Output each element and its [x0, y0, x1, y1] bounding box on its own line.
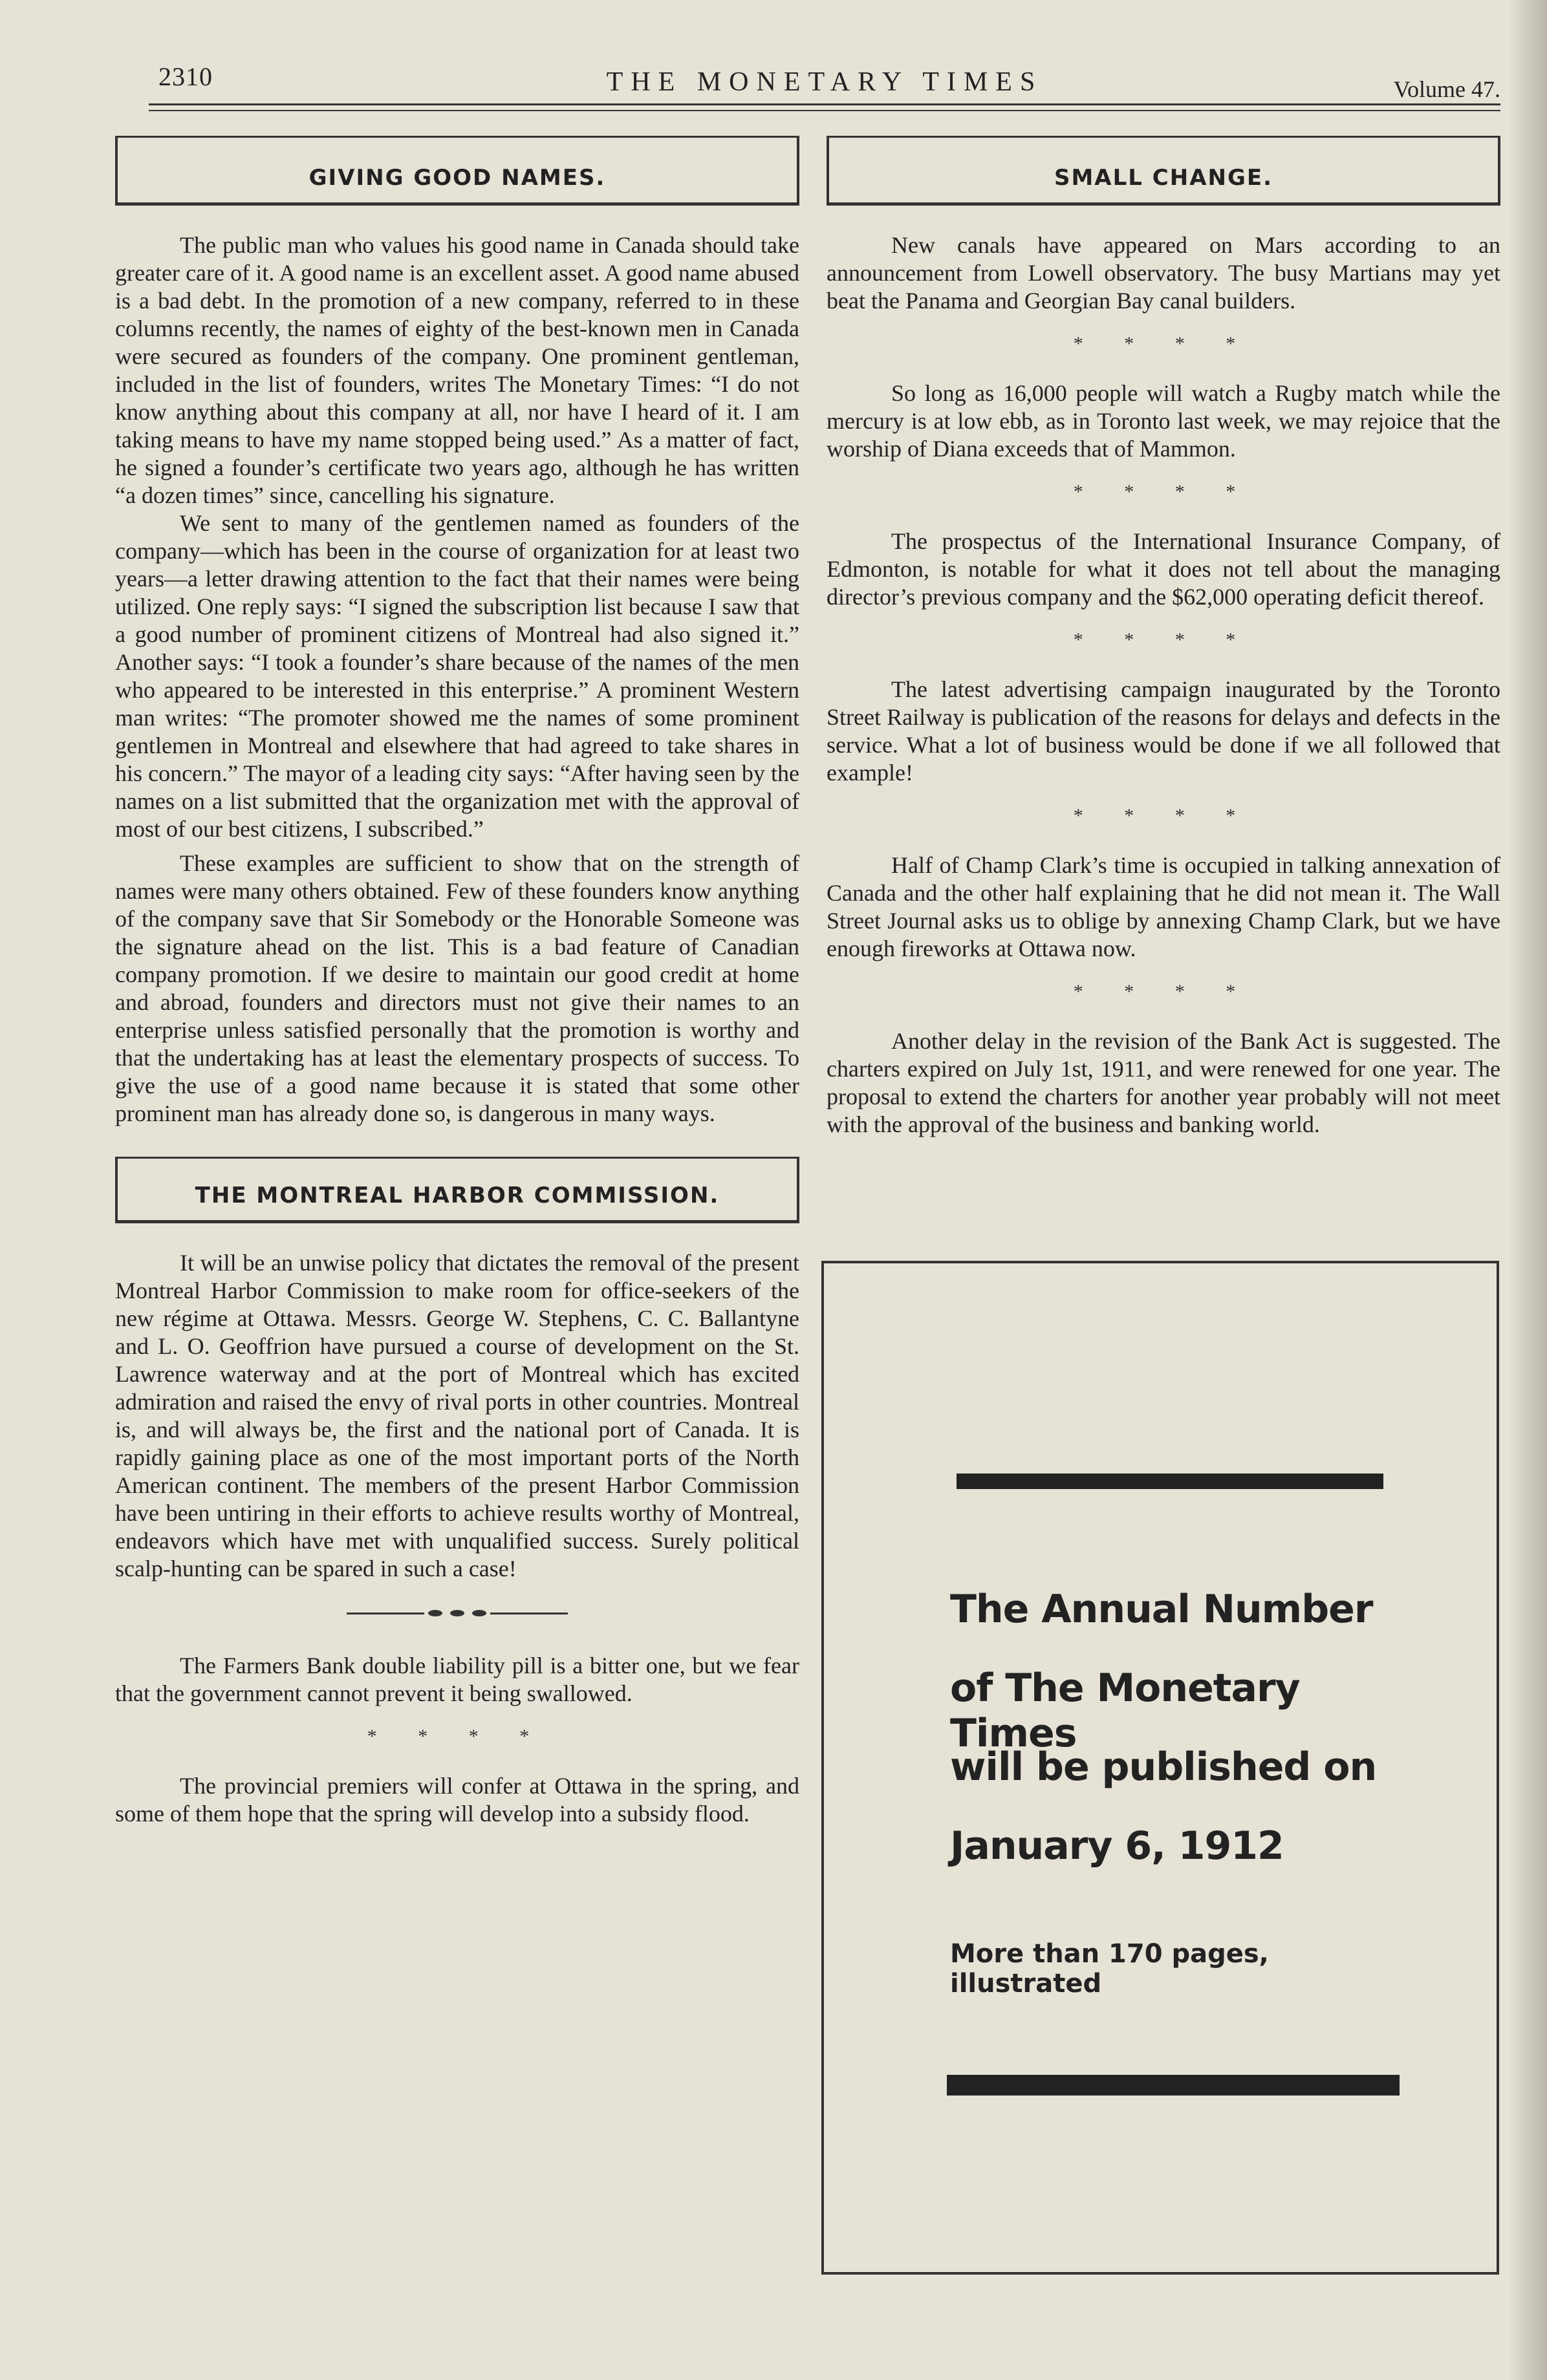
giving-good-names-title: GIVING GOOD NAMES.: [308, 165, 606, 191]
ad-line-1: The Annual Number: [950, 1587, 1373, 1632]
section-divider-stars: * * * *: [1073, 481, 1254, 502]
small-change-item-2: So long as 16,000 people will watch a Rugby match while the mercury is at low ebb, as in Toronto last week, we may rejoice that the worship of Diana exceeds that of Mammon.: [827, 380, 1500, 462]
volume-label: Volume 47.: [1393, 76, 1500, 102]
giving-good-names-paragraph-2: We sent to many of the gentlemen named as founders of the company—which has been in the course of organization for at least two years—a letter drawing attention to the fact that their names were being utilized. One reply says: “I signed the subscription list because I saw that a good number of prominent citizens of Montreal had also signed it.” Another says: “I took a founder’s share because of the names of the men who appeared to be interested in this enterprise.” A prominent Western man writes: “The promoter showed me the names of some prominent gentlemen in Montreal and elsewhere that had agreed to take shares in his concern.” The mayor of a leading city says: “After having seen by the names on a list submitted that the organization met with the approval of most of our best citizens, I subscribed.”: [115, 510, 799, 842]
small-change-title: SMALL CHANGE.: [1054, 165, 1273, 191]
masthead: THE MONETARY TIMES: [606, 67, 1043, 97]
giving-good-names-paragraph-3: These examples are sufficient to show that on the strength of names were many others obtained. Few of these founders know anything of the company save that Sir Somebody or the Honorable Someone was the signature ahead on the list. This is a bad feature of Canadian company promotion. If we desire to maintain our good credit at home and abroad, founders and directors must not give their names to an enterprise unless satisfied personally that the promotion is worthy and that the undertaking has at least the elementary prospects of success. To give the use of a good name because it is stated that some other prominent man has already done so, is dangerous in many ways.: [115, 850, 799, 1126]
page-number: 2310: [158, 62, 213, 91]
section-ornament: [115, 1610, 799, 1616]
small-change-heading-box: [827, 136, 1500, 206]
section-divider-stars: * * * *: [367, 1726, 548, 1747]
ad-subline: More than 170 pages, illustrated: [950, 1939, 1269, 1999]
right-column: [827, 136, 1500, 1139]
section-divider-stars: * * * *: [1073, 333, 1254, 354]
small-change-item-4: The latest advertising campaign inaugurated by the Toronto Street Railway is publication of the reasons for delays and defects in the service. What a lot of business would be done if we all followed that example!: [827, 676, 1500, 786]
ad-line-3: will be published on: [950, 1744, 1377, 1790]
farmers-bank-item: The Farmers Bank double liability pill is a bitter one, but we fear that the government cannot prevent it being swallowed.: [115, 1653, 799, 1706]
section-divider-stars: * * * *: [1073, 629, 1254, 650]
section-divider-stars: * * * *: [1073, 805, 1254, 826]
header-rule-thin: [149, 110, 1500, 111]
ad-line-4: January 6, 1912: [950, 1823, 1284, 1869]
left-column: [115, 136, 799, 1828]
page-header: [149, 61, 1500, 113]
giving-good-names-heading-box: [115, 136, 799, 206]
giving-good-names-paragraph-1: The public man who values his good name in Canada should take greater care of it. A good name is an excellent asset. A good name abused is a bad debt. In the promotion of a new company, referred to in these columns recently, the names of eighty of the best-known men in Canada were secured as founders of the company. One prominent gentleman, included in the list of founders, writes The Monetary Times: “I do not know anything about this company at all, nor have I heard of it. I am taking means to have my name stopped being used.” As a matter of fact, he signed a founder’s certificate two years ago, although he has written “a dozen times” since, cancelling his signature.: [115, 232, 799, 508]
harbor-commission-title: THE MONTREAL HARBOR COMMISSION.: [195, 1183, 720, 1208]
section-divider-stars: * * * *: [1073, 981, 1254, 1002]
small-change-item-1: New canals have appeared on Mars according to an announcement from Lowell observatory. The busy Martians may yet beat the Panama and Georgian Bay canal builders.: [827, 232, 1500, 314]
small-change-item-5: Half of Champ Clark’s time is occupied in talking annexation of Canada and the other half explaining that he did not mean it. The Wall Street Journal asks us to oblige by annexing Champ Clark, but we have enough fireworks at Ottawa now.: [827, 852, 1500, 961]
page-edge-shadow: [1508, 0, 1547, 2380]
harbor-commission-paragraph: It will be an unwise policy that dictates the removal of the present Montreal Harbor Commission to make room for office-seekers of the new régime at Ottawa. Messrs. George W. Stephens, C. C. Ballantyne and L. O. Geoffrion have pursued a course of development on the St. Lawrence waterway and at the port of Montreal which has excited admiration and raised the envy of rival ports in other countries. Montreal is, and will always be, the first and the national port of Canada. It is rapidly gaining place as one of the most important ports of the North American continent. The members of the present Harbor Commission have been untiring in their efforts to achieve results worthy of Montreal, endeavors which have met with unqualified success. Surely political scalp-hunting can be spared in such a case!: [115, 1250, 799, 1581]
ad-bottom-bar: [947, 2075, 1400, 2096]
ad-line-2: of The Monetary Times: [950, 1666, 1300, 1756]
small-change-item-3: The prospectus of the International Insurance Company, of Edmonton, is notable for what it does not tell about the managing director’s previous company and the $62,000 operating deficit thereof.: [827, 528, 1500, 610]
small-change-item-6: Another delay in the revision of the Bank Act is suggested. The charters expired on July 1st, 1911, and were renewed for one year. The proposal to extend the charters for another year probably will not meet with the approval of the business and banking world.: [827, 1028, 1500, 1137]
harbor-commission-heading-box: [115, 1157, 799, 1223]
ad-top-bar: [957, 1474, 1383, 1489]
header-rule: [149, 103, 1500, 105]
annual-number-advertisement: [821, 1261, 1499, 2275]
provincial-premiers-item: The provincial premiers will confer at Ottawa in the spring, and some of them hope that the spring will develop into a subsidy flood.: [115, 1773, 799, 1827]
